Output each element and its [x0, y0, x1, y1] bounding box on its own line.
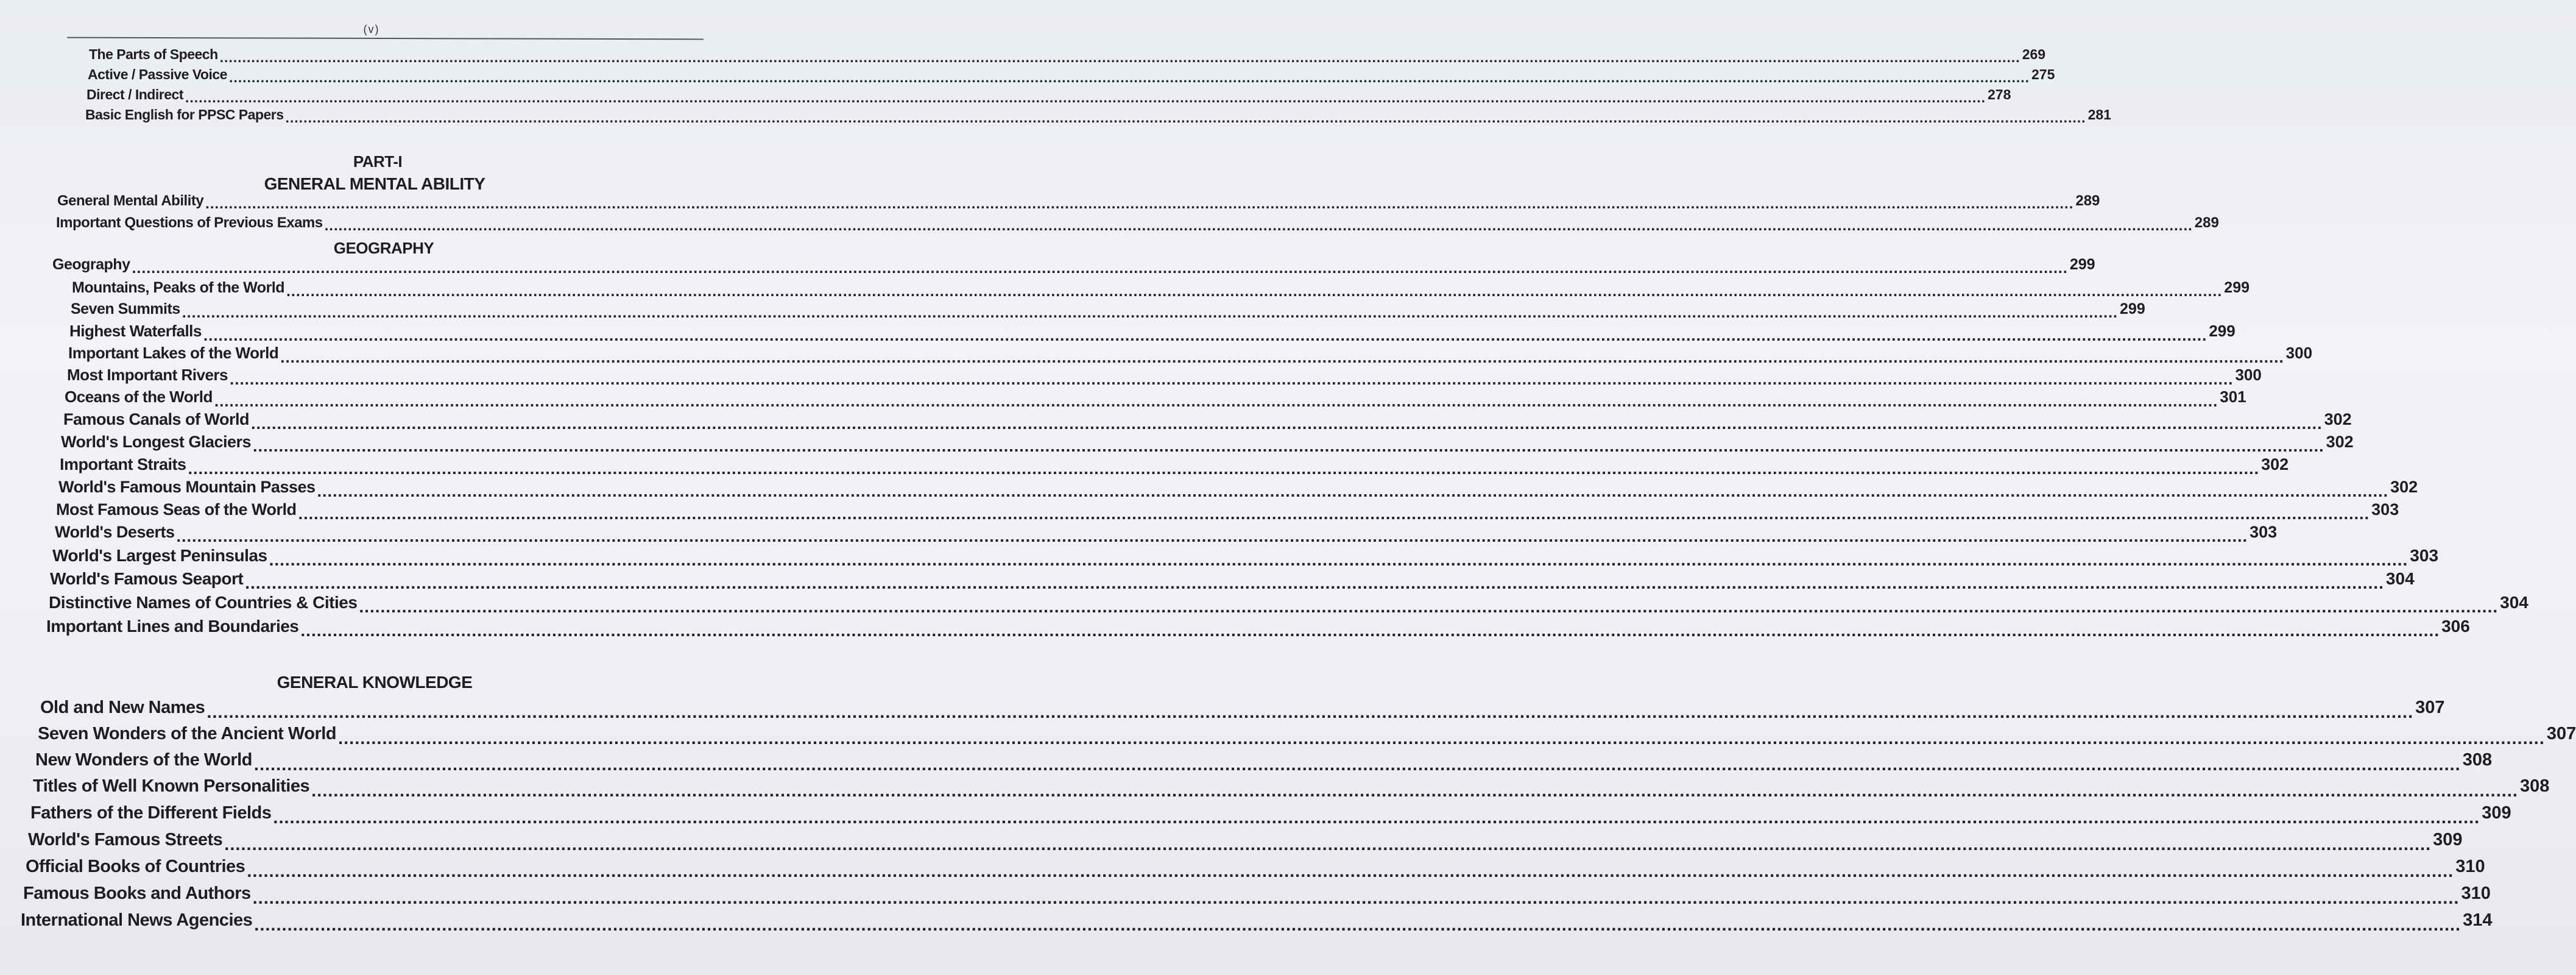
- section-heading-general-knowledge: GENERAL KNOWLEDGE: [277, 673, 473, 692]
- toc-entry-title: Seven Summits: [71, 300, 180, 317]
- section-heading-gma: GENERAL MENTAL ABILITY: [264, 174, 485, 193]
- leader-dots: ................................................................................................................................................................................................................................................................................................................................................................................................................: [269, 550, 2408, 569]
- toc-entry[interactable]: [57, 193, 2100, 212]
- toc-entry-page: 314: [2463, 910, 2493, 930]
- leader-dots: ................................................................................................................................................................................................................................................................................................................................................................................................................: [230, 370, 2234, 388]
- leader-dots: ................................................................................................................................................................................................................................................................................................................................................................................................................: [273, 808, 2480, 828]
- toc-entry-page: 308: [2519, 776, 2550, 796]
- toc-entry[interactable]: [69, 322, 2235, 344]
- leader-dots: ................................................................................................................................................................................................................................................................................................................................................................................................................: [300, 621, 2440, 640]
- leader-dots: ................................................................................................................................................................................................................................................................................................................................................................................................................: [324, 218, 2193, 234]
- toc-entry-page: 275: [2031, 66, 2055, 82]
- toc-entry-page: 301: [2220, 388, 2246, 406]
- toc-entry-title: Geography: [52, 256, 130, 273]
- toc-entry[interactable]: [85, 107, 2111, 126]
- leader-dots: ................................................................................................................................................................................................................................................................................................................................................................................................................: [132, 260, 2068, 277]
- toc-entry-title: Important Questions of Previous Exams: [56, 214, 323, 231]
- toc-entry[interactable]: [30, 803, 2511, 828]
- leader-dots: ................................................................................................................................................................................................................................................................................................................................................................................................................: [280, 348, 2284, 366]
- toc-entry[interactable]: [49, 593, 2528, 616]
- toc-entry[interactable]: [52, 546, 2439, 569]
- toc-entry[interactable]: [26, 857, 2485, 881]
- toc-entry[interactable]: [56, 214, 2219, 234]
- toc-entry-page: 309: [2433, 830, 2463, 849]
- toc-entry-title: World's Longest Glaciers: [61, 433, 251, 451]
- toc-entry-page: 289: [2194, 214, 2219, 231]
- toc-entry[interactable]: [61, 433, 2354, 455]
- toc-entry-title: Famous Canals of World: [63, 410, 250, 428]
- toc-entry[interactable]: [56, 500, 2399, 523]
- leader-dots: ................................................................................................................................................................................................................................................................................................................................................................................................................: [228, 69, 2030, 85]
- toc-entry-title: Seven Wonders of the Ancient World: [38, 724, 337, 743]
- toc-entry[interactable]: [58, 478, 2418, 500]
- leader-dots: ................................................................................................................................................................................................................................................................................................................................................................................................................: [176, 527, 2248, 545]
- toc-entry-page: 307: [2415, 698, 2445, 717]
- toc-entry-title: Important Straits: [60, 455, 186, 473]
- toc-entry-title: Oceans of the World: [65, 388, 213, 406]
- toc-entry-page: 289: [2075, 193, 2100, 209]
- leader-dots: ................................................................................................................................................................................................................................................................................................................................................................................................................: [286, 283, 2223, 300]
- toc-entry[interactable]: [86, 87, 2011, 105]
- toc-entry-title: Old and New Names: [40, 698, 205, 717]
- toc-entry-page: 304: [2500, 593, 2528, 612]
- leader-dots: ................................................................................................................................................................................................................................................................................................................................................................................................................: [224, 835, 2432, 854]
- toc-entry-title: World's Famous Mountain Passes: [58, 478, 316, 496]
- toc-entry-title: World's Famous Seaport: [50, 569, 244, 588]
- toc-entry-title: International News Agencies: [21, 910, 253, 930]
- header-rule: [67, 37, 704, 40]
- toc-entry-title: World's Famous Streets: [28, 830, 223, 849]
- toc-entry-page: 303: [2250, 523, 2278, 541]
- leader-dots: ................................................................................................................................................................................................................................................................................................................................................................................................................: [203, 326, 2207, 344]
- toc-entry-page: 308: [2462, 750, 2493, 770]
- part-heading: PART-I: [353, 152, 403, 171]
- toc-entry-page: 307: [2546, 724, 2576, 743]
- toc-entry-page: 310: [2455, 857, 2485, 876]
- toc-entry-page: 310: [2461, 884, 2491, 903]
- toc-entry-title: Active / Passive Voice: [88, 66, 227, 82]
- toc-entry-title: Official Books of Countries: [26, 857, 245, 876]
- toc-entry[interactable]: [65, 388, 2246, 410]
- leader-dots: ................................................................................................................................................................................................................................................................................................................................................................................................................: [311, 781, 2518, 801]
- toc-entry-page: 299: [2120, 300, 2145, 317]
- toc-entry-page: 300: [2285, 344, 2313, 362]
- toc-entry-page: 300: [2235, 366, 2262, 384]
- toc-entry-page: 302: [2261, 455, 2289, 473]
- toc-entry-title: Most Famous Seas of the World: [56, 500, 297, 519]
- toc-entry[interactable]: [40, 698, 2445, 722]
- toc-entry-title: Direct / Indirect: [86, 87, 183, 102]
- toc-entry[interactable]: [60, 455, 2289, 478]
- toc-entry-title: General Mental Ability: [57, 193, 204, 209]
- toc-entry[interactable]: [50, 569, 2415, 592]
- leader-dots: ................................................................................................................................................................................................................................................................................................................................................................................................................: [253, 437, 2324, 455]
- leader-dots: ................................................................................................................................................................................................................................................................................................................................................................................................................: [338, 729, 2545, 748]
- toc-entry-title: Titles of Well Known Personalities: [33, 776, 310, 796]
- page-marker: (v): [363, 23, 380, 35]
- toc-entry[interactable]: [35, 750, 2493, 775]
- toc-entry-title: Mountains, Peaks of the World: [72, 279, 284, 296]
- toc-entry-page: 309: [2482, 803, 2511, 823]
- toc-entry-title: New Wonders of the World: [35, 750, 252, 770]
- toc-entry[interactable]: [67, 366, 2262, 388]
- toc-entry-title: Famous Books and Authors: [23, 884, 251, 903]
- leader-dots: ................................................................................................................................................................................................................................................................................................................................................................................................................: [251, 414, 2323, 433]
- leader-dots: ................................................................................................................................................................................................................................................................................................................................................................................................................: [252, 888, 2460, 908]
- toc-entry[interactable]: [23, 884, 2491, 908]
- toc-entry-title: Distinctive Names of Countries & Cities: [49, 593, 358, 612]
- toc-entry-page: 306: [2441, 617, 2470, 636]
- toc-entry-title: The Parts of Speech: [89, 46, 218, 62]
- leader-dots: ................................................................................................................................................................................................................................................................................................................................................................................................................: [185, 90, 1986, 105]
- leader-dots: ................................................................................................................................................................................................................................................................................................................................................................................................................: [247, 862, 2454, 881]
- leader-dots: ................................................................................................................................................................................................................................................................................................................................................................................................................: [219, 49, 2020, 65]
- toc-entry[interactable]: [46, 617, 2470, 640]
- toc-entry-page: 278: [1988, 87, 2011, 102]
- toc-entry[interactable]: [88, 66, 2055, 85]
- leader-dots: ................................................................................................................................................................................................................................................................................................................................................................................................................: [182, 304, 2119, 321]
- toc-entry-page: 299: [2209, 322, 2235, 340]
- leader-dots: ................................................................................................................................................................................................................................................................................................................................................................................................................: [253, 755, 2461, 775]
- toc-entry-title: Important Lakes of the World: [68, 344, 279, 362]
- leader-dots: ................................................................................................................................................................................................................................................................................................................................................................................................................: [317, 482, 2389, 500]
- leader-dots: ................................................................................................................................................................................................................................................................................................................................................................................................................: [359, 597, 2499, 616]
- toc-entry-page: 302: [2326, 433, 2354, 451]
- toc-entry-page: 302: [2324, 410, 2352, 428]
- leader-dots: ................................................................................................................................................................................................................................................................................................................................................................................................................: [245, 573, 2384, 592]
- section-heading-geography: GEOGRAPHY: [333, 239, 434, 257]
- toc-entry-page: 302: [2390, 478, 2418, 496]
- toc-entry-title: World's Deserts: [55, 523, 175, 541]
- toc-entry[interactable]: [63, 410, 2352, 433]
- toc-entry-title: Highest Waterfalls: [69, 322, 202, 340]
- toc-entry-page: 299: [2069, 256, 2095, 273]
- toc-entry-page: 303: [2410, 546, 2439, 565]
- toc-entry[interactable]: [38, 724, 2576, 748]
- toc-entry-title: Fathers of the Different Fields: [30, 803, 272, 823]
- leader-dots: ................................................................................................................................................................................................................................................................................................................................................................................................................: [298, 505, 2370, 523]
- toc-entry-page: 299: [2224, 279, 2250, 296]
- leader-dots: ................................................................................................................................................................................................................................................................................................................................................................................................................: [205, 196, 2074, 212]
- toc-entry-page: 269: [2022, 46, 2046, 62]
- leader-dots: ................................................................................................................................................................................................................................................................................................................................................................................................................: [285, 110, 2086, 126]
- leader-dots: ................................................................................................................................................................................................................................................................................................................................................................................................................: [214, 392, 2218, 410]
- toc-entry[interactable]: [33, 776, 2550, 801]
- toc-entry[interactable]: [55, 523, 2278, 545]
- toc-entry[interactable]: [89, 46, 2046, 65]
- toc-entry-page: 281: [2087, 107, 2111, 122]
- toc-entry[interactable]: [68, 344, 2313, 366]
- toc-entry-title: Basic English for PPSC Papers: [85, 107, 284, 122]
- leader-dots: ................................................................................................................................................................................................................................................................................................................................................................................................................: [188, 459, 2260, 478]
- toc-entry-title: Most Important Rivers: [67, 366, 228, 384]
- toc-entry[interactable]: [28, 830, 2463, 854]
- toc-entry-page: 303: [2371, 500, 2399, 519]
- toc-entry[interactable]: [52, 256, 2095, 277]
- leader-dots: ................................................................................................................................................................................................................................................................................................................................................................................................................: [206, 703, 2414, 722]
- toc-entry-title: World's Largest Peninsulas: [52, 546, 267, 565]
- toc-entry-page: 304: [2385, 569, 2415, 588]
- toc-entry-title: Important Lines and Boundaries: [46, 617, 299, 636]
- toc-entry[interactable]: [72, 279, 2250, 300]
- toc-entry[interactable]: [71, 300, 2145, 321]
- leader-dots: ................................................................................................................................................................................................................................................................................................................................................................................................................: [254, 915, 2461, 935]
- toc-entry[interactable]: [21, 910, 2493, 935]
